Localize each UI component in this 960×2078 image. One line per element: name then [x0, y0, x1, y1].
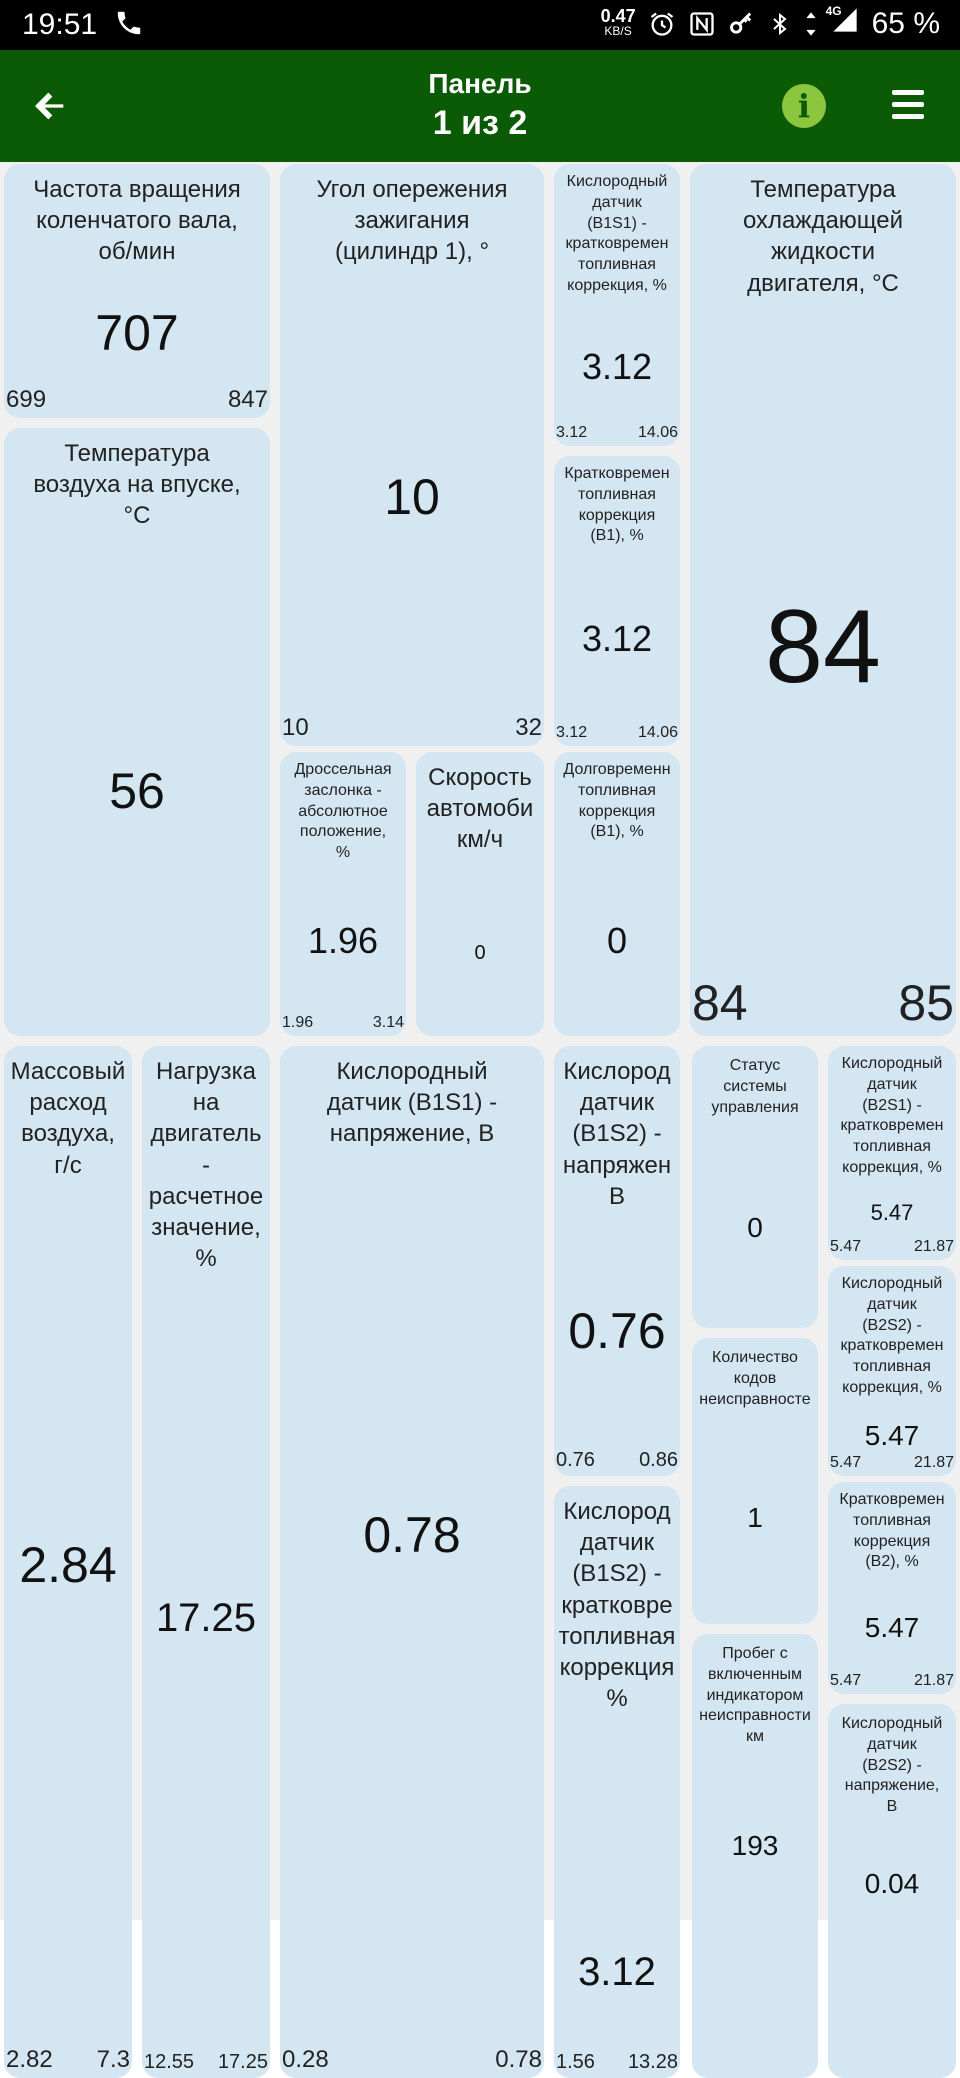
tile-distance-with-mil[interactable] — [692, 1634, 818, 2078]
tile-coolant-temp[interactable] — [690, 164, 956, 1036]
tile-min: 12.55 — [144, 2051, 195, 2073]
tile-max: 0.78 — [495, 2046, 542, 2073]
tile-min: 3.12 — [556, 724, 588, 741]
status-bar — [0, 0, 960, 50]
tile-label: Кислородный датчик (B2S1) - кратковремен топливная коррекция, % — [840, 1055, 944, 1176]
tile-label: Температура воздуха на впуске, °C — [33, 440, 241, 530]
tile-max: 21.87 — [913, 1238, 954, 1255]
tile-value: 0 — [747, 1212, 763, 1243]
tile-intake-air-temp[interactable] — [4, 428, 270, 1036]
tile-label: Кратковремен топливная коррекция (B1), % — [564, 465, 670, 545]
tile-max: 7.3 — [96, 2046, 130, 2073]
tile-value: 3.12 — [581, 346, 653, 387]
tile-label: Дроссельная заслонка - абсолютное положение, % — [294, 761, 392, 862]
tile-value: 10 — [384, 469, 440, 525]
tile-stft-b1[interactable] — [554, 456, 680, 746]
tile-label: Угол опережения зажигания (цилиндр 1), ° — [316, 176, 508, 266]
tile-label: Кислородный датчик (B2S2) - напряжение, В — [841, 1715, 943, 1816]
tile-label: Частота вращения коленчатого вала, об/мин — [33, 176, 241, 266]
tile-label: Кислородный датчик (B1S1) - кратковремен топливная коррекция, % — [565, 173, 669, 294]
tile-min: 1.56 — [556, 2051, 595, 2073]
tile-label: Кислородный датчик (B1S1) - напряжение, В — [326, 1058, 498, 1148]
tile-mass-air-flow[interactable] — [4, 1046, 132, 2078]
tile-label: Кратковремен топливная коррекция (B2), % — [839, 1491, 945, 1571]
tile-min: 0.28 — [282, 2046, 329, 2073]
tile-o2-b2s2-stft[interactable] — [828, 1266, 956, 1476]
tile-label: Скорость автомоби км/ч — [426, 764, 534, 854]
tile-label: Кислород датчик (B1S2) - кратковре топливная коррекция % — [558, 1498, 676, 1713]
tile-max: 3.14 — [372, 1014, 404, 1031]
tile-label: Нагрузка на двигатель - расчетное значение, % — [148, 1058, 264, 1273]
tile-value: 0.76 — [568, 1303, 666, 1359]
tile-value: 0 — [606, 920, 628, 961]
tile-value: 3.12 — [581, 618, 653, 659]
battery-level: 65 % — [871, 7, 940, 40]
menu-icon[interactable] — [892, 90, 924, 120]
tile-o2-b1s1-voltage[interactable] — [280, 1046, 544, 2078]
page-indicator: 1 из 2 — [432, 104, 528, 142]
tile-value: 1 — [747, 1502, 763, 1533]
tile-value: 2.84 — [19, 1537, 117, 1593]
tile-max: 847 — [227, 386, 268, 413]
tile-min: 699 — [6, 386, 47, 413]
tile-label: Количество кодов неисправносте — [699, 1349, 811, 1408]
tile-vehicle-speed[interactable] — [416, 752, 544, 1036]
tile-max: 0.86 — [639, 1449, 678, 1471]
tile-o2-b2s2-voltage[interactable] — [828, 1704, 956, 2078]
tile-min: 84 — [692, 975, 748, 1031]
tile-value: 1.96 — [307, 920, 379, 961]
tile-label: Массовый расход воздуха, г/с — [10, 1058, 126, 1179]
network-speed: 0.47 KB/S — [600, 6, 636, 38]
tile-ignition-timing[interactable] — [280, 164, 544, 746]
tile-min: 10 — [282, 714, 309, 741]
tile-value: 3.12 — [578, 1950, 656, 1994]
info-icon[interactable]: i — [782, 84, 826, 128]
alarm-icon — [648, 10, 676, 38]
tile-value: 56 — [109, 763, 165, 819]
tile-o2-b1s2-stft[interactable] — [554, 1486, 680, 2078]
key-icon — [728, 10, 756, 38]
app-bar — [0, 50, 960, 162]
tile-max: 14.06 — [637, 724, 678, 741]
tile-stft-b2[interactable] — [828, 1482, 956, 1694]
tile-max: 32 — [515, 714, 542, 741]
phone-call-icon — [114, 8, 144, 38]
tile-throttle-position[interactable] — [280, 752, 406, 1036]
tile-label: Пробег с включенным индикатором неисправности км — [699, 1645, 811, 1746]
tile-label: Кислород датчик (B1S2) - напряжен В — [562, 1058, 672, 1210]
nfc-icon — [688, 10, 716, 38]
tile-value: 17.25 — [155, 1596, 257, 1640]
tile-o2-b2s1-stft[interactable] — [828, 1046, 956, 1260]
tile-value: 5.47 — [870, 1200, 914, 1225]
tile-max: 21.87 — [913, 1672, 954, 1689]
tile-value: 0.78 — [363, 1507, 461, 1563]
tile-engine-rpm[interactable] — [4, 164, 270, 418]
tile-min: 0.76 — [556, 1449, 595, 1471]
tile-value: 0 — [474, 942, 486, 964]
tile-min: 5.47 — [830, 1454, 862, 1471]
tile-value: 5.47 — [864, 1612, 920, 1643]
data-transfer-icon — [804, 10, 818, 38]
tile-min: 2.82 — [6, 2046, 53, 2073]
tile-min: 5.47 — [830, 1238, 862, 1255]
tile-max: 13.28 — [627, 2051, 678, 2073]
page-title: Панель 1 из 2 — [0, 68, 960, 143]
tile-min: 3.12 — [556, 424, 588, 441]
tile-max: 17.25 — [217, 2051, 268, 2073]
tile-label: Кислородный датчик (B2S2) - кратковремен топливная коррекция, % — [840, 1275, 944, 1396]
tile-max: 21.87 — [913, 1454, 954, 1471]
tile-label: Долговременн топливная коррекция (B1), % — [563, 761, 671, 841]
tile-label: Статус системы управления — [711, 1057, 799, 1116]
tile-value: 5.47 — [864, 1420, 920, 1451]
status-time: 19:51 — [22, 8, 98, 41]
tile-engine-load[interactable] — [142, 1046, 270, 2078]
bluetooth-icon — [768, 10, 792, 38]
tile-o2-b1s1-stft[interactable] — [554, 164, 680, 446]
tile-min: 1.96 — [282, 1014, 314, 1031]
tile-min: 5.47 — [830, 1672, 862, 1689]
tile-label: Температура охлаждающей жидкости двигателя, °C — [742, 176, 904, 297]
dashboard-grid — [0, 162, 960, 2073]
tile-max: 14.06 — [637, 424, 678, 441]
tile-value: 707 — [95, 305, 179, 361]
tile-value: 84 — [765, 589, 881, 705]
tile-max: 85 — [898, 975, 954, 1031]
tile-ltft-b1[interactable] — [554, 752, 680, 1036]
tile-control-system-status[interactable] — [692, 1046, 818, 1328]
cellular-signal-icon: 4G — [830, 6, 860, 42]
tile-o2-b1s2-voltage[interactable] — [554, 1046, 680, 1476]
tile-dtc-count[interactable] — [692, 1338, 818, 1624]
tile-value: 0.04 — [864, 1868, 920, 1899]
tile-value: 193 — [731, 1830, 779, 1861]
